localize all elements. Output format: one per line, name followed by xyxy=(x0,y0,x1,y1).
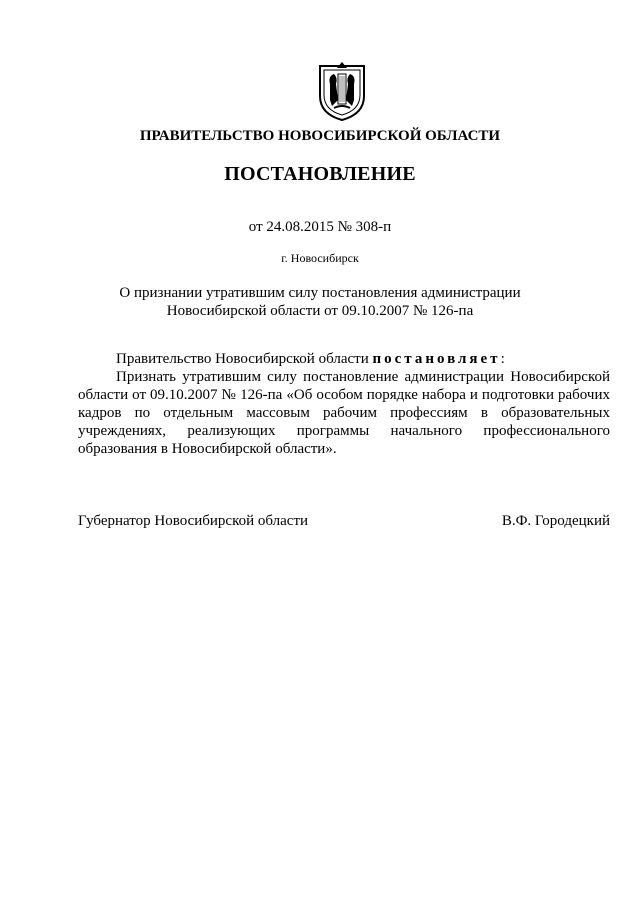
subject-line-2: Новосибирской области от 09.10.2007 № 126-па xyxy=(166,303,474,319)
date-number-line: от 24.08.2015 № 308-п xyxy=(248,219,392,235)
organization-name: ПРАВИТЕЛЬСТВО НОВОСИБИРСКОЙ ОБЛАСТИ xyxy=(139,128,501,144)
subject-block xyxy=(0,284,640,320)
decree-intro xyxy=(78,350,610,368)
decree-text: Признать утратившим силу постановление администрации Новосибирской области от 09.10.2007 № 126-па «Об особом порядке набора и подготовки рабочих кадров по отдельным массовым рабочим профессиям в образовательных учреждениях, реализующих программы начального профессионального образования в Новосибирской области». xyxy=(78,369,610,457)
intro-text: Правительство Новосибирской области xyxy=(116,351,373,367)
signatory-position: Губернатор Новосибирской области xyxy=(78,513,309,529)
signatory-name: В.Ф. Городецкий xyxy=(501,513,610,529)
coat-of-arms-icon xyxy=(316,60,368,122)
city-name: г. Новосибирск xyxy=(281,251,359,265)
document-type: ПОСТАНОВЛЕНИЕ xyxy=(224,163,416,185)
intro-colon: : xyxy=(500,351,505,367)
intro-keyword: постановляет xyxy=(372,351,501,367)
subject-line-1: О признании утратившим силу постановления администрации xyxy=(119,285,521,301)
